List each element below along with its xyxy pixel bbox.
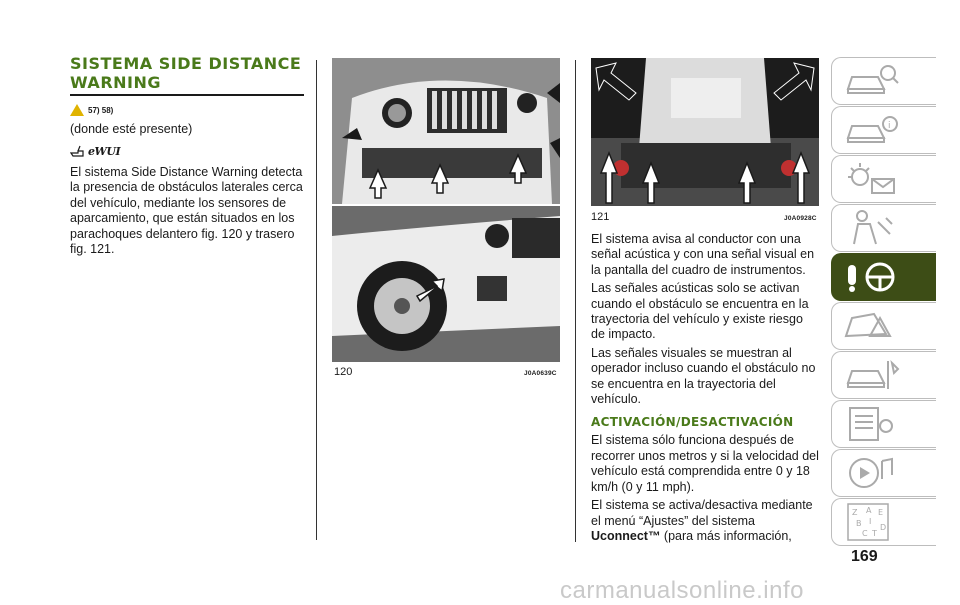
- tab-warning-lights[interactable]: [831, 155, 936, 203]
- right-column: [591, 232, 819, 547]
- tab-maintenance[interactable]: [831, 400, 936, 448]
- tab-car-warning[interactable]: [831, 302, 936, 350]
- paragraph-speed: El sistema sólo funciona después de recorrer unos metros y si la velocidad del vehículo está comprendida entre 0 y 18 km/h (0 y 11 mph).: [591, 433, 819, 494]
- warning-refs: [70, 103, 304, 117]
- index-letter-t: T: [872, 529, 877, 538]
- index-letter-i: I: [869, 517, 872, 526]
- watermark: carmanualsonline.info: [560, 577, 804, 604]
- page-number: 169: [851, 548, 878, 565]
- activation-text: El sistema se activa/desactiva mediante el menú “Ajustes” del sistema: [591, 498, 813, 528]
- presence-note: (donde esté presente): [70, 122, 193, 136]
- car-info-icon: [842, 110, 902, 150]
- tab-car-tools[interactable]: [831, 351, 936, 399]
- index-letter-z: Z: [852, 508, 858, 517]
- rear-bumper-illustration: [591, 58, 819, 206]
- key-steering-wheel-icon: [842, 257, 902, 297]
- car-search-icon: [842, 61, 902, 101]
- uconnect-label: Uconnect™: [591, 528, 661, 543]
- warning-lights-icon: [842, 159, 902, 199]
- warning-triangle-icon: [70, 104, 84, 116]
- more-info-text: (para más información,: [660, 528, 792, 543]
- title-rule: [70, 94, 304, 96]
- column-separator: [575, 60, 576, 542]
- tab-key-steering-wheel[interactable]: [831, 253, 936, 301]
- figure-120-code: J0A0639C: [524, 370, 557, 377]
- car-tools-icon: [842, 355, 902, 395]
- tab-multimedia[interactable]: [831, 449, 936, 497]
- column-separator: [316, 60, 317, 540]
- tab-car-info[interactable]: [831, 106, 936, 154]
- maintenance-icon: [842, 404, 902, 444]
- front-side-illustration: [332, 206, 560, 362]
- seat-safety-icon: [842, 208, 902, 248]
- index-letter-c: C: [862, 529, 868, 538]
- left-column: [70, 54, 304, 257]
- tab-car-search[interactable]: [831, 57, 936, 105]
- paragraph-acoustic: Las señales acústicas solo se activan cuando el obstáculo se encuentra en la trayectoria del vehículo y existe riesgo de impacto.: [591, 281, 809, 342]
- svg-text:i: i: [888, 121, 891, 131]
- tab-seat-safety[interactable]: [831, 204, 936, 252]
- intro-paragraph: El sistema Side Distance Warning detecta la presencia de obstáculos laterales cerca del vehículo, mediante los sensores de aparcamiento, que están situados en los parachoques delantero fig. 120 y trasero fig. 121.: [70, 165, 303, 257]
- paragraph-alert: El sistema avisa al conductor con una señal acústica y con una señal visual en la pantalla del cuadro de instrumentos.: [591, 232, 815, 277]
- wifi-label: eWUI: [88, 144, 121, 158]
- index-letter-a: A: [866, 506, 872, 515]
- index-letter-b: B: [856, 519, 862, 528]
- front-bumper-illustration: [332, 58, 560, 204]
- multimedia-icon: [842, 453, 902, 493]
- car-warning-icon: [842, 306, 902, 346]
- warning-ref-numbers: 57) 58): [88, 105, 114, 115]
- subsection-title: ACTIVACIÓN/DESACTIVACIÓN: [591, 415, 794, 430]
- figure-120-top-photo: [332, 58, 560, 204]
- figure-121-number: 121: [591, 211, 610, 223]
- figure-120-number: 120: [334, 366, 353, 378]
- tab-index[interactable]: [831, 498, 936, 546]
- wifi-availability: [70, 143, 304, 159]
- paragraph-activation: [591, 498, 819, 544]
- figure-120-bottom-photo: [332, 206, 560, 362]
- section-title: SISTEMA SIDE DISTANCE WARNING: [70, 54, 302, 92]
- index-icon: [842, 502, 902, 542]
- hand-touch-icon: [70, 144, 88, 158]
- figure-121-photo: [591, 58, 819, 206]
- index-letter-e: E: [878, 508, 884, 517]
- figure-121-code: J0A0928C: [784, 215, 817, 222]
- index-letter-d: D: [880, 523, 887, 532]
- paragraph-visual: Las señales visuales se muestran al operador incluso cuando el obstáculo no se encuentra en la trayectoria del vehículo.: [591, 345, 816, 407]
